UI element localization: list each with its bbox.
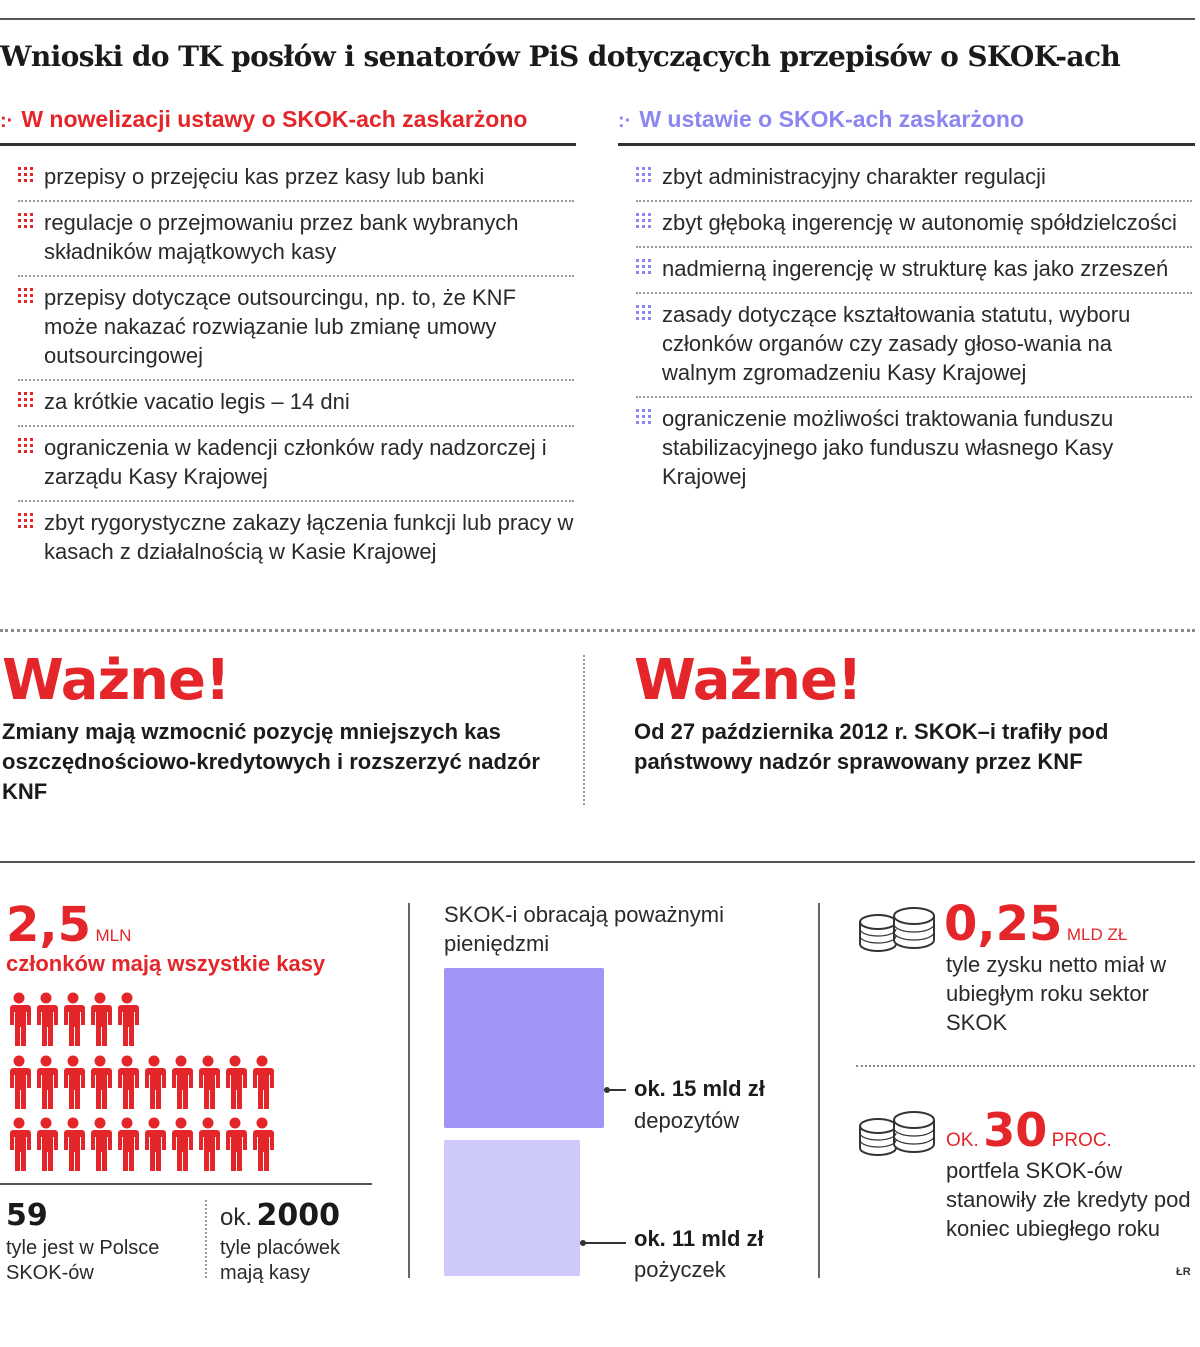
bullet-marker-icon [18, 167, 35, 184]
list-item-text: przepisy dotyczące outsourcingu, np. to, że KNF może nakazać rozwiązanie lub zmianę umowy outsourcingowej [44, 285, 517, 368]
profit-divider [856, 1065, 1195, 1067]
loans-label: pożyczek [634, 1257, 726, 1282]
skok-count-value: 59 [6, 1198, 48, 1233]
bad-loans-stat [946, 1103, 1112, 1157]
list-item [636, 202, 1192, 248]
bullet-marker-icon [18, 288, 35, 305]
deposits-bar [444, 968, 604, 1128]
person-icon [249, 1055, 275, 1111]
deposits-label: depozytów [634, 1108, 740, 1133]
bullet-marker-icon [636, 167, 653, 184]
person-icon [168, 1117, 194, 1173]
column-divider-2 [818, 903, 820, 1278]
list-item-text: zasady dotyczące kształtowania statutu, wyboru członków organów czy zasady głoso-wania na walnym zgromadzeniu Kasy Krajowej [662, 302, 1131, 385]
members-stat [6, 897, 131, 953]
list-item [18, 277, 574, 381]
deposits-leader [604, 1089, 626, 1091]
list-item-text: za krótkie vacatio legis – 14 dni [44, 389, 350, 414]
bad-loans-unit: PROC. [1051, 1130, 1112, 1151]
list-item-text: zbyt administracyjny charakter regulacji [662, 164, 1046, 189]
bullet-marker-icon [636, 409, 653, 426]
wazne-divider [583, 655, 585, 805]
members-unit: MLN [95, 926, 132, 945]
list-item [636, 156, 1192, 202]
skok-count-caption: tyle jest w Polsce SKOK-ów [6, 1237, 160, 1284]
person-icon [249, 1117, 275, 1173]
members-value: 2,5 [6, 897, 92, 953]
page-title: Wnioski do TK posłów i senatorów PiS dotyczących przepisów o SKOK-ach [0, 40, 1121, 73]
person-icon [195, 1117, 221, 1173]
person-icon [6, 992, 32, 1048]
person-icon [222, 1117, 248, 1173]
list-item [636, 294, 1192, 398]
right-heading-text: W ustawie o SKOK-ach zaskarżono [639, 106, 1025, 132]
bad-loans-prefix: OK. [946, 1130, 979, 1151]
person-icon [33, 1117, 59, 1173]
top-rule [0, 18, 1195, 20]
left-bullet-list [18, 156, 574, 575]
person-icon [6, 1055, 32, 1111]
bullet-marker-icon [636, 213, 653, 230]
wazne-right-heading: Ważne! [634, 648, 862, 713]
person-icon [87, 992, 113, 1048]
bullet-marker-icon [18, 213, 35, 230]
bullet-marker-icon [18, 513, 35, 530]
list-item [18, 156, 574, 202]
list-item-text: przepisy o przejęciu kas przez kasy lub banki [44, 164, 485, 189]
person-icon [87, 1055, 113, 1111]
person-icon [6, 1117, 32, 1173]
person-icon [168, 1055, 194, 1111]
right-column-heading [618, 106, 1024, 133]
profit-caption: tyle zysku netto miał w ubiegłym roku sektor SKOK [946, 952, 1167, 1035]
bullet-marker-icon [18, 438, 35, 455]
bullet-marker-icon [636, 259, 653, 276]
people-row [6, 1117, 276, 1173]
wazne-left-heading: Ważne! [2, 648, 230, 713]
list-item-text: ograniczenie możliwości traktowania funduszu stabilizacyjnego jako funduszu własnego Kasy Krajowej [662, 406, 1114, 489]
person-icon [141, 1117, 167, 1173]
people-row [6, 1055, 276, 1111]
left-column-heading [0, 106, 527, 133]
person-icon [222, 1055, 248, 1111]
list-item [18, 502, 574, 575]
stat-divider [205, 1200, 207, 1278]
coins-icon [856, 1102, 938, 1164]
right-heading-rule [618, 143, 1195, 146]
list-item [18, 427, 574, 502]
bullet-marker-icon [636, 305, 653, 322]
left-heading-rule [0, 143, 576, 146]
people-row [6, 992, 141, 1048]
middle-rule [0, 861, 1195, 863]
right-bullet-list [636, 156, 1192, 500]
person-icon [114, 992, 140, 1048]
wazne-left-text: Zmiany mają wzmocnić pozycję mniejszych kas oszczędnościowo-kredytowych i rozszerzyć nadzór KNF [2, 719, 540, 804]
heading-marker: :· [0, 110, 14, 132]
bullet-marker-icon [18, 392, 35, 409]
list-item-text: zbyt rygorystyczne zakazy łączenia funkcji lub pracy w kasach z działalnością w Kasie Krajowej [44, 510, 574, 564]
bad-loans-value: 30 [983, 1103, 1048, 1157]
list-item [636, 248, 1192, 294]
deposits-amount: ok. 15 mld zł [634, 1076, 765, 1101]
branches-caption: tyle placówek mają kasy [220, 1237, 341, 1284]
author-credit: ŁR [1176, 1266, 1191, 1278]
coins-icon [856, 898, 938, 960]
loans-amount: ok. 11 mld zł [634, 1226, 764, 1251]
list-item-text: nadmierną ingerencję w strukturę kas jako zrzeszeń [662, 256, 1169, 281]
left-heading-text: W nowelizacji ustawy o SKOK-ach zaskarżono [21, 106, 528, 132]
heading-marker: :· [618, 110, 632, 132]
branches-prefix: ok. [220, 1204, 253, 1231]
person-icon [114, 1055, 140, 1111]
list-item-text: regulacje o przejmowaniu przez bank wybranych składników majątkowych kasy [44, 210, 519, 264]
branches-stat [220, 1198, 340, 1233]
list-item [18, 381, 574, 427]
person-icon [195, 1055, 221, 1111]
list-item-text: ograniczenia w kadencji członków rady nadzorczej i zarządu Kasy Krajowej [44, 435, 547, 489]
person-icon [60, 1055, 86, 1111]
person-icon [87, 1117, 113, 1173]
person-icon [114, 1117, 140, 1173]
person-icon [33, 1055, 59, 1111]
column-divider-1 [408, 903, 410, 1278]
wazne-right-text: Od 27 października 2012 r. SKOK–i trafiły pod państwowy nadzór sprawowany przez KNF [634, 719, 1109, 774]
list-item-text: zbyt głęboką ingerencję w autonomię spółdzielczości [662, 210, 1177, 235]
loans-leader [580, 1242, 626, 1244]
profit-value: 0,25 [944, 896, 1063, 952]
members-rule [0, 1183, 372, 1185]
profit-unit: MLD ZŁ [1066, 925, 1128, 944]
list-item [636, 398, 1192, 500]
person-icon [141, 1055, 167, 1111]
person-icon [60, 992, 86, 1048]
section-divider [0, 629, 1195, 632]
members-caption: członków mają wszystkie kasy [6, 951, 326, 976]
list-item [18, 202, 574, 277]
loans-bar [444, 1140, 580, 1276]
person-icon [60, 1117, 86, 1173]
money-title: SKOK-i obracają poważnymi pieniędzmi [444, 902, 725, 956]
person-icon [33, 992, 59, 1048]
profit-stat [944, 896, 1127, 952]
branches-value: 2000 [256, 1198, 340, 1233]
bad-loans-caption: portfela SKOK-ów stanowiły złe kredyty pod koniec ubiegłego roku [946, 1158, 1191, 1241]
